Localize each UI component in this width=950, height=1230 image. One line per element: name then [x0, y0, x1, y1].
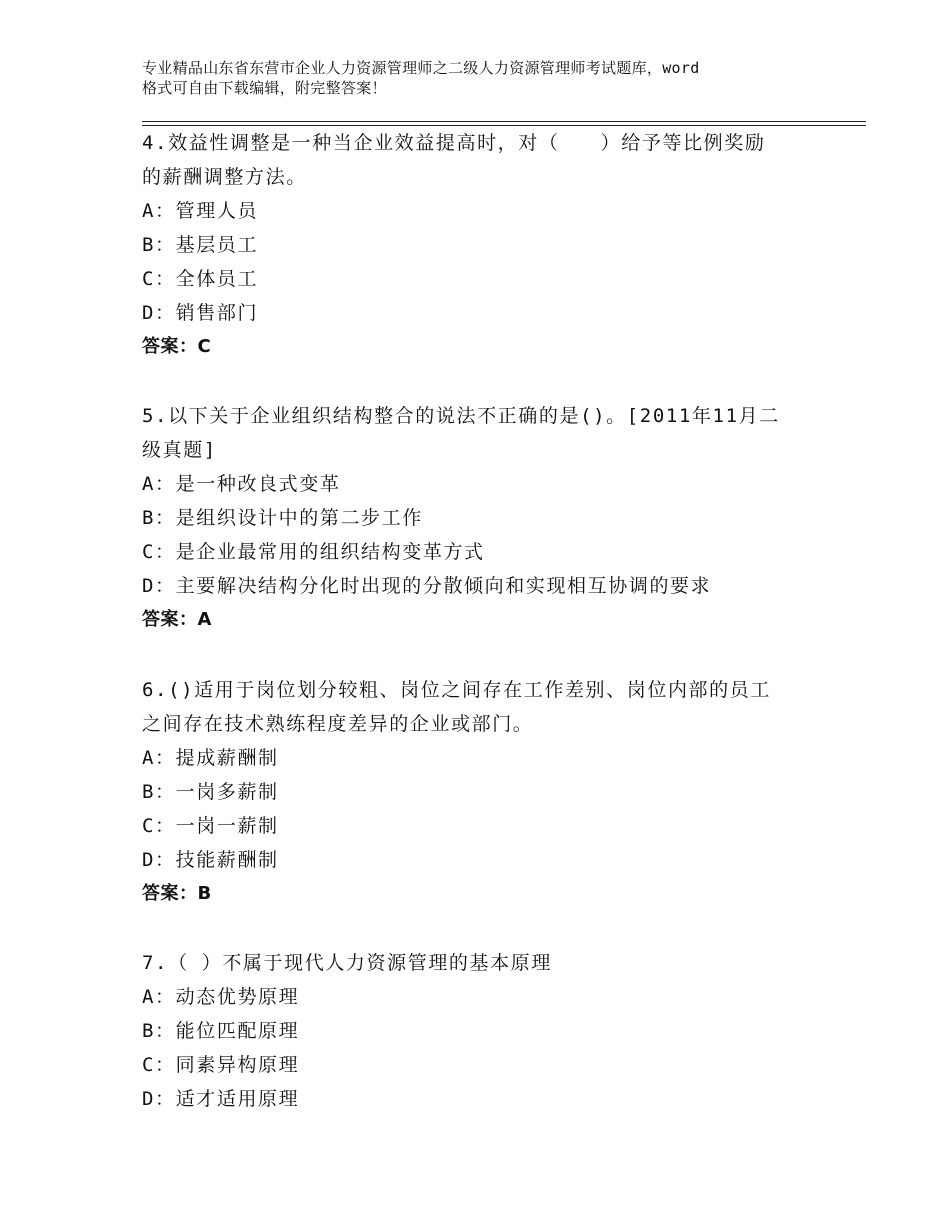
answer: 答案：B	[142, 883, 212, 904]
option-d: D：主要解决结构分化时出现的分散倾向和实现相互协调的要求	[142, 575, 712, 597]
option-b: B：是组织设计中的第二步工作	[142, 507, 423, 529]
question-6	[142, 673, 822, 911]
question-5	[142, 399, 822, 637]
header-rule-thick	[142, 121, 866, 122]
option-b: B：基层员工	[142, 234, 259, 256]
question-stem: 5.以下关于企业组织结构整合的说法不正确的是()。[2011年11月二	[142, 405, 780, 427]
option-d: D：技能薪酬制	[142, 849, 279, 871]
question-stem: 6.()适用于岗位划分较粗、岗位之间存在工作差别、岗位内部的员工	[142, 679, 771, 701]
option-c: C：全体员工	[142, 268, 259, 290]
header-line-2: 格式可自由下载编辑，附完整答案！	[142, 79, 387, 97]
option-d: D：适才适用原理	[142, 1088, 300, 1110]
question-4	[142, 126, 822, 364]
option-a: A：提成薪酬制	[142, 747, 279, 769]
option-b: B：一岗多薪制	[142, 781, 279, 803]
option-a: A：管理人员	[142, 200, 259, 222]
answer: 答案：C	[142, 336, 212, 357]
question-stem-cont: 的薪酬调整方法。	[142, 166, 307, 188]
question-stem: 7.（ ）不属于现代人力资源管理的基本原理	[142, 952, 552, 974]
question-stem-cont: 级真题]	[142, 439, 217, 461]
document-header	[142, 58, 842, 98]
question-stem: 4.效益性调整是一种当企业效益提高时，对（ ）给予等比例奖励	[142, 132, 766, 154]
option-b: B：能位匹配原理	[142, 1020, 300, 1042]
option-c: C：一岗一薪制	[142, 815, 279, 837]
option-a: A：是一种改良式变革	[142, 473, 341, 495]
option-d: D：销售部门	[142, 302, 259, 324]
option-c: C：是企业最常用的组织结构变革方式	[142, 541, 485, 563]
answer: 答案：A	[142, 609, 212, 630]
header-line-1: 专业精品山东省东营市企业人力资源管理师之二级人力资源管理师考试题库，word	[142, 59, 700, 77]
question-stem-cont: 之间存在技术熟练程度差异的企业或部门。	[142, 713, 534, 735]
option-a: A：动态优势原理	[142, 986, 300, 1008]
option-c: C：同素异构原理	[142, 1054, 300, 1076]
question-7	[142, 946, 822, 1116]
